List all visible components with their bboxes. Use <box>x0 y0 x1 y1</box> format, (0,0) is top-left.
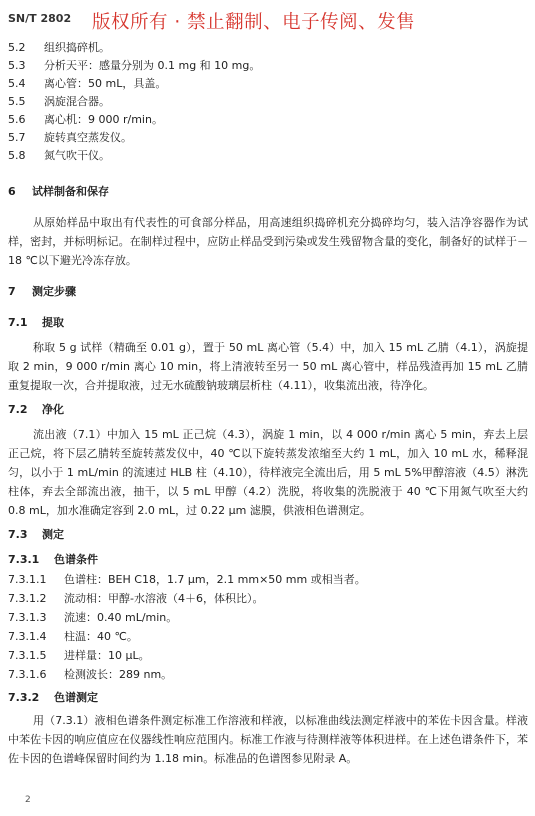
subsection-title: 测定 <box>42 528 64 541</box>
section-number: 6 <box>8 185 16 198</box>
page-number: 2 <box>25 795 31 805</box>
subsection-heading <box>8 403 528 417</box>
item-text: 氮气吹干仪。 <box>44 149 110 162</box>
list-item <box>8 59 528 73</box>
subsubsection-heading <box>8 553 528 567</box>
item-text: 离心管：50 mL，具盖。 <box>44 77 167 90</box>
item-number: 7.3.1.3 <box>8 611 47 624</box>
paragraph: 从原始样品中取出有代表性的可食部分样品，用高速组织捣碎机充分捣碎均匀，装入洁净容器作为试样，密封，并标明标记。在制样过程中，应防止样品受到污染或发生残留物含量的变化，制备好的试样于－18 ℃以下避光冷冻存放。 <box>8 216 528 267</box>
item-text: 柱温：40 ℃。 <box>64 630 138 643</box>
subsection-number: 7.3 <box>8 528 28 541</box>
list-item <box>8 649 528 663</box>
list-item <box>8 77 528 91</box>
item-text: 色谱柱：BEH C18，1.7 μm，2.1 mm×50 mm 或相当者。 <box>64 573 366 586</box>
paragraph: 称取 5 g 试样（精确至 0.01 g），置于 50 mL 离心管（5.4）中，加入 15 mL 乙腈（4.1），涡旋提取 2 min，9 000 r/min 离心 10 min，将上清液转至另一 50 mL 离心管中，样品残渣再加 15 mL 乙腈重复提取一次，合并提取液，过无水硫酸钠玻璃层析柱（4.11），收集流出液，待净化。 <box>8 341 528 392</box>
subsubsection-number: 7.3.1 <box>8 553 40 566</box>
item-number: 7.3.1.2 <box>8 592 47 605</box>
item-number: 5.4 <box>8 77 26 90</box>
list-item <box>8 630 528 644</box>
apparatus-list <box>8 41 528 163</box>
copyright-watermark: 版权所有 · 禁止翻制、电子传阅、发售 <box>92 12 416 33</box>
page-header <box>8 8 528 34</box>
subsection-title: 净化 <box>42 403 64 416</box>
subsection-heading <box>8 316 528 330</box>
list-item <box>8 573 528 587</box>
item-text: 检测波长：289 nm。 <box>64 668 173 681</box>
item-number: 5.6 <box>8 113 26 126</box>
subsection-heading <box>8 528 528 542</box>
list-item <box>8 592 528 606</box>
item-number: 5.3 <box>8 59 26 72</box>
section-title: 试样制备和保存 <box>32 185 109 198</box>
document-body <box>8 41 528 768</box>
item-text: 组织捣碎机。 <box>44 41 110 54</box>
item-text: 离心机：9 000 r/min。 <box>44 113 163 126</box>
item-number: 7.3.1.4 <box>8 630 47 643</box>
section-heading <box>8 285 528 299</box>
subsection-title: 提取 <box>42 316 64 329</box>
list-item <box>8 668 528 682</box>
paragraph: 流出液（7.1）中加入 15 mL 正己烷（4.3），涡旋 1 min，以 4 000 r/min 离心 5 min，弃去上层正己烷，将下层乙腈转至旋转蒸发仪中，40 ℃以下旋转蒸发浓缩至大约 1 mL，加入 10 mL 水，稀释混匀，以小于 1 mL/min 的流速过 HLB 柱（4.10），待样液完全流出后，用 5 mL 5%甲醇溶液（4.5）淋洗柱体，弃去全部流出液，抽干，以 5 mL 甲醇（4.2）洗脱，将收集的洗脱液于 40 ℃下用氮气吹至大约 0.8 mL，加水准确定容到 2.0 mL，过 0.22 μm 滤膜，供液相色谱测定。 <box>8 428 528 517</box>
subsection-number: 7.2 <box>8 403 28 416</box>
subsection-number: 7.1 <box>8 316 28 329</box>
list-item <box>8 149 528 163</box>
item-text: 流速：0.40 mL/min。 <box>64 611 178 624</box>
subsubsection-title: 色谱条件 <box>54 553 98 566</box>
subsubsection-heading <box>8 691 528 705</box>
list-item <box>8 95 528 109</box>
document-id: SN/T 2802 <box>8 12 72 25</box>
item-text: 涡旋混合器。 <box>44 95 110 108</box>
subsubsection-title: 色谱测定 <box>54 691 98 704</box>
list-item <box>8 131 528 145</box>
section-number: 7 <box>8 285 16 298</box>
subsubsection-number: 7.3.2 <box>8 691 40 704</box>
item-number: 7.3.1.6 <box>8 668 47 681</box>
item-number: 5.5 <box>8 95 26 108</box>
list-item <box>8 113 528 127</box>
section-heading <box>8 185 528 199</box>
item-text: 进样量：10 μL。 <box>64 649 150 662</box>
item-number: 7.3.1.1 <box>8 573 47 586</box>
item-text: 旋转真空蒸发仪。 <box>44 131 132 144</box>
paragraph: 用（7.3.1）液相色谱条件测定标准工作溶液和样液，以标准曲线法测定样液中的苯佐卡因含量。样液中苯佐卡因的响应值应在仪器线性响应范围内。标准工作液与待测样液等体积进样。在上述色谱条件下，苯佐卡因的色谱峰保留时间约为 1.18 min。标准品的色谱图参见附录 A。 <box>8 714 528 765</box>
item-text: 分析天平：感量分别为 0.1 mg 和 10 mg。 <box>44 59 261 72</box>
chromatography-conditions-list <box>8 573 528 682</box>
item-number: 7.3.1.5 <box>8 649 47 662</box>
list-item <box>8 611 528 625</box>
item-text: 流动相：甲醇-水溶液（4＋6，体积比）。 <box>64 592 264 605</box>
item-number: 5.2 <box>8 41 26 54</box>
list-item <box>8 41 528 55</box>
section-title: 测定步骤 <box>32 285 76 298</box>
item-number: 5.8 <box>8 149 26 162</box>
item-number: 5.7 <box>8 131 26 144</box>
